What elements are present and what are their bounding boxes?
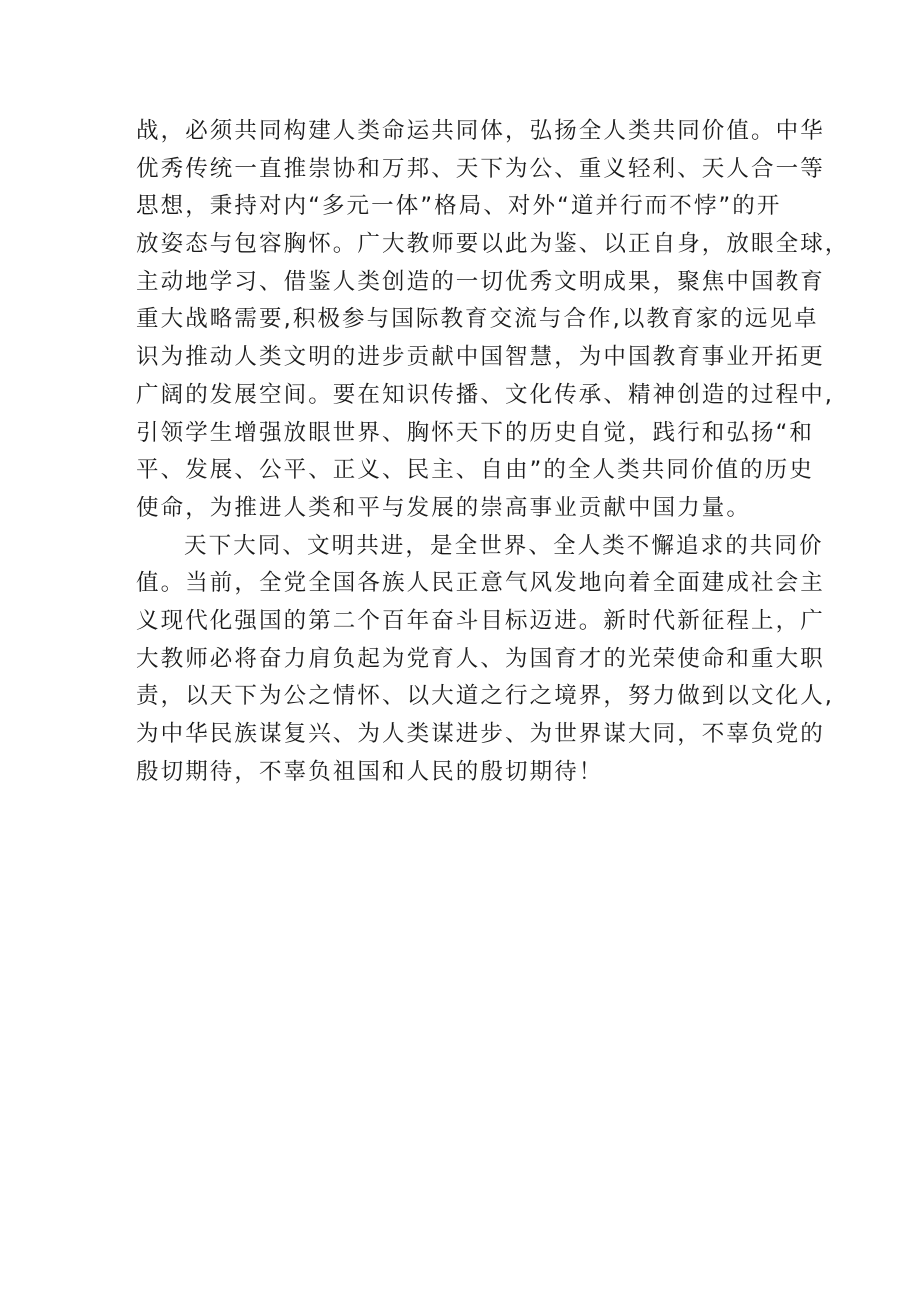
paragraph <box>136 113 850 528</box>
text-line: 思想，秉持对内“多元一体”格局、对外“道并行而不悖”的开 <box>136 193 782 220</box>
text-line: 优秀传统一直推崇协和万邦、天下为公、重义轻利、天人合一等 <box>136 155 825 182</box>
text-line: 义现代化强国的第二个百年奋斗目标迈进。新时代新征程上，广 <box>136 607 825 634</box>
text-line: 广阔的发展空间。要在知识传播、文化传承、精神创造的过程中, <box>136 381 835 408</box>
text-line: 值。当前，全党全国各族人民正意气风发地向着全面建成社会主 <box>136 570 825 597</box>
text-line: 战，必须共同构建人类命运共同体，弘扬全人类共同价值。中华 <box>136 118 825 144</box>
text-line: 使命，为推进人类和平与发展的崇高事业贡献中国力量。 <box>136 494 752 521</box>
text-line: 放姿态与包容胸怀。广大教师要以此为鉴、以正自身，放眼全球， <box>136 231 850 258</box>
text-line: 责，以天下为公之情怀、以大道之行之境界，努力做到以文化人, <box>136 683 835 710</box>
text-line: 大教师必将奋力肩负起为党育人、为国育才的光荣使命和重大职 <box>136 645 825 672</box>
text-line: 重大战略需要,积极参与国际教育交流与合作,以教育家的远见卓 <box>136 306 819 333</box>
text-line: 为中华民族谋复兴、为人类谋进步、为世界谋大同，不辜负党的 <box>136 721 825 747</box>
text-line: 引领学生增强放眼世界、胸怀天下的历史自觉，践行和弘扬“和 <box>136 419 814 446</box>
text-line: 平、发展、公平、正义、民主、自由”的全人类共同价值的历史 <box>136 457 814 484</box>
text-line: 识为推动人类文明的进步贡献中国智慧，为中国教育事业开拓更 <box>136 344 825 371</box>
paragraph <box>136 528 835 792</box>
text-line: 天下大同、文明共进，是全世界、全人类不懈追求的共同价 <box>184 532 824 559</box>
text-line: 殷切期待，不辜负祖国和人民的殷切期待！ <box>136 758 604 785</box>
text-line: 主动地学习、借鉴人类创造的一切优秀文明成果，聚焦中国教育 <box>136 268 825 295</box>
body-text <box>136 113 850 791</box>
